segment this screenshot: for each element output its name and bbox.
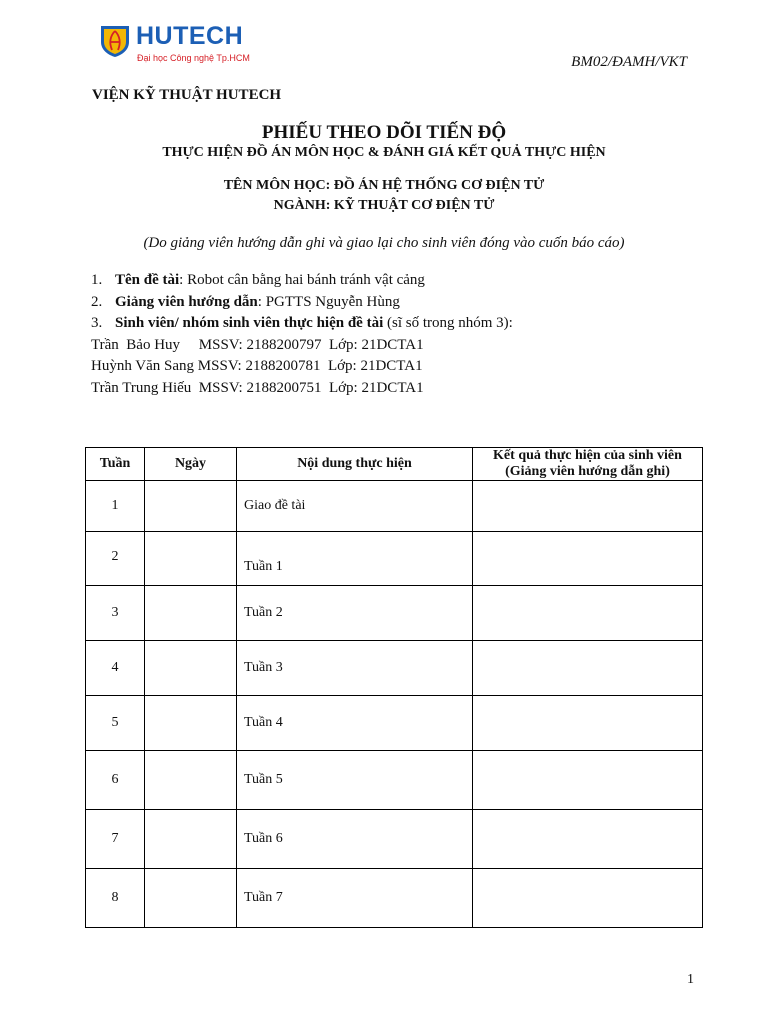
cell-result (473, 532, 703, 586)
cell-date (145, 869, 237, 928)
logo-tagline: Đại học Công nghệ Tp.HCM (137, 53, 250, 63)
cell-date (145, 586, 237, 641)
item-number: 3. (91, 315, 103, 332)
cell-content: Tuần 6 (237, 810, 473, 869)
cell-week: 5 (86, 696, 145, 751)
col-header-result-line2: (Giảng viên hướng dẫn ghi) (505, 464, 670, 479)
info-value: : Robot cân bằng hai bánh tránh vật cảng (179, 272, 425, 288)
item-number: 2. (91, 293, 103, 310)
cell-date (145, 751, 237, 810)
info-label: Tên đề tài (115, 272, 180, 288)
cell-content: Tuần 1 (237, 532, 473, 586)
cell-result (473, 586, 703, 641)
progress-table (85, 447, 703, 928)
major-name: NGÀNH: KỸ THUẬT CƠ ĐIỆN TỬ (273, 198, 495, 213)
cell-result (473, 751, 703, 810)
col-header-week: Tuần (86, 448, 145, 481)
cell-week: 4 (86, 641, 145, 696)
cell-content: Tuần 7 (237, 869, 473, 928)
hutech-logo (100, 24, 260, 68)
document-title: PHIẾU THEO DÕI TIẾN ĐỘ (261, 122, 507, 143)
cell-result (473, 810, 703, 869)
info-label: Giảng viên hướng dẫn (115, 293, 258, 310)
cell-content: Tuần 3 (237, 641, 473, 696)
info-value: : PGTTS Nguyễn Hùng (257, 293, 400, 310)
document-subtitle: THỰC HIỆN ĐỒ ÁN MÔN HỌC & ĐÁNH GIÁ KẾT QUẢ THỰC HIỆN (162, 145, 606, 160)
col-header-date: Ngày (145, 448, 237, 481)
student-line: Trần Trung Hiếu MSSV: 2188200751 Lớp: 21DCTA1 (91, 379, 424, 396)
info-item-advisor (91, 292, 513, 314)
cell-result (473, 869, 703, 928)
project-info (91, 270, 513, 400)
subject-name: TÊN MÔN HỌC: ĐỒ ÁN HỆ THỐNG CƠ ĐIỆN TỬ (223, 178, 545, 193)
page-number: 1 (687, 972, 694, 987)
cell-date (145, 481, 237, 532)
cell-result (473, 696, 703, 751)
cell-week: 6 (86, 751, 145, 810)
student-line: Trần Bảo Huy MSSV: 2188200797 Lớp: 21DCTA1 (91, 336, 424, 353)
table-row (86, 810, 703, 869)
student-line: Huỳnh Văn Sang MSSV: 2188200781 Lớp: 21DCTA1 (91, 358, 423, 375)
info-item-topic (91, 270, 513, 292)
logo-name: HUTECH (136, 22, 244, 50)
cell-week: 3 (86, 586, 145, 641)
cell-date (145, 810, 237, 869)
cell-result (473, 481, 703, 532)
cell-week: 1 (86, 481, 145, 532)
cell-date (145, 641, 237, 696)
cell-result (473, 641, 703, 696)
cell-week: 8 (86, 869, 145, 928)
cell-date (145, 532, 237, 586)
col-header-result (473, 448, 703, 481)
info-item-students (91, 313, 513, 335)
table-row (86, 532, 703, 586)
table-header-row (86, 448, 703, 481)
cell-content: Giao đề tài (237, 481, 473, 532)
cell-content: Tuần 5 (237, 751, 473, 810)
instruction-note: (Do giảng viên hướng dẫn ghi và giao lại cho sinh viên đóng vào cuốn báo cáo) (143, 235, 625, 251)
form-code: BM02/ĐAMH/VKT (571, 54, 687, 70)
table-row (86, 751, 703, 810)
table-row (86, 641, 703, 696)
cell-week: 7 (86, 810, 145, 869)
table-row (86, 586, 703, 641)
col-header-content: Nội dung thực hiện (237, 448, 473, 481)
cell-date (145, 696, 237, 751)
info-label: Sinh viên/ nhóm sinh viên thực hiện đề tài (115, 315, 384, 332)
info-value: (sĩ số trong nhóm 3): (383, 315, 513, 332)
hutech-shield-icon (100, 24, 130, 58)
institute-name: VIỆN KỸ THUẬT HUTECH (92, 87, 282, 103)
item-number: 1. (91, 272, 103, 288)
cell-content: Tuần 4 (237, 696, 473, 751)
table-row (86, 481, 703, 532)
col-header-result-line1: Kết quả thực hiện của sinh viên (493, 448, 682, 463)
cell-content: Tuần 2 (237, 586, 473, 641)
cell-week: 2 (86, 532, 145, 586)
table-row (86, 696, 703, 751)
table-row (86, 869, 703, 928)
